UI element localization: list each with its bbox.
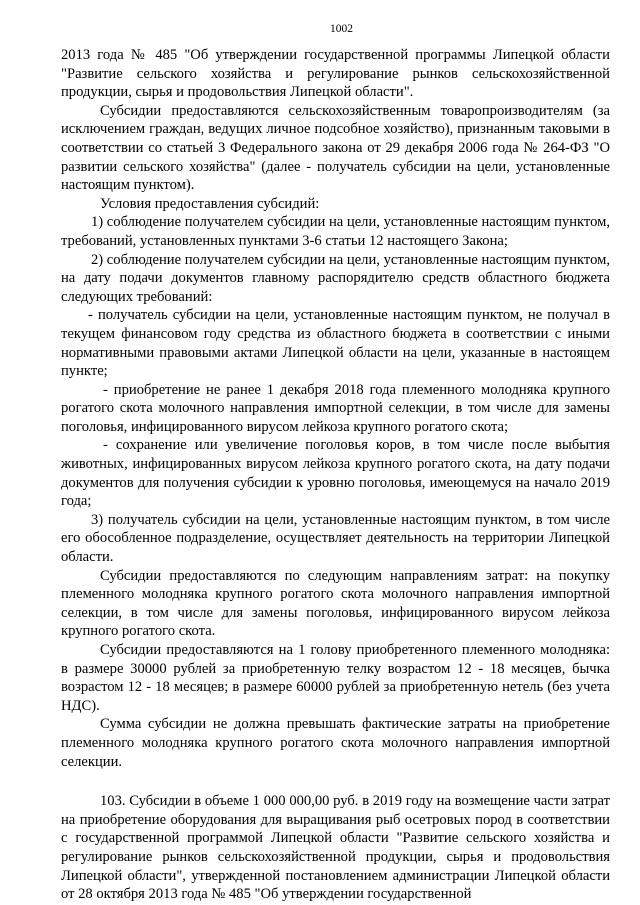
paragraph-expense-directions: Субсидии предоставляются по следующим направлениям затрат: на покупку племенного молодняка крупного рогатого скота молочного направления импортной селекции, в том числе для замены поголовья, инфицированного вирусом лейкоза крупного рогатого скота.: [61, 567, 610, 640]
paragraph-condition-2: 2) соблюдение получателем субсидии на цели, установленные настоящим пунктом, на дату подачи документов главному распорядителю средств областного бюджета следующих требований:: [61, 251, 611, 305]
paragraph-subsidy-rates: Субсидии предоставляются на 1 голову приобретенного племенного молодняка: в размере 30000 рублей за приобретенную телку возрастом 12 - 18 месяцев, бычка возрастом 12 - 18 месяцев; в размере 60000 рублей за приобретенную нетель (без учета НДС).: [61, 642, 610, 714]
paragraph-requirement-3: - сохранение или увеличение поголовья коров, в том числе после выбытия животных, инфицированных вирусом лейкоза крупного рогатого скота, на дату подачи документов для получения субсидии к уровню поголовья, имеющемуся на начало 2019 года;: [61, 437, 610, 510]
paragraph-condition-3: 3) получатель субсидии на цели, установленные настоящим пунктом, в том числе его обособленное подразделение, осуществляет деятельность на территории Липецкой области.: [61, 511, 610, 566]
paragraph-requirement-2: - приобретение не ранее 1 декабря 2018 года племенного молодняка крупного рогатого скота молочного направления импортной селекции, в том числе для замены поголовья, инфицированного вирусом лейкоза крупного рогатого скота;: [61, 381, 610, 435]
paragraph-requirement-1: - получатель субсидии на цели, установленные настоящим пунктом, не получал в текущем финансовом году средства из областного бюджета в соответствии с иными нормативными правовыми актами Липецкой области на цели, указанные в настоящем пункте;: [61, 307, 610, 380]
paragraph-condition-1: 1) соблюдение получателем субсидии на цели, установленные настоящим пунктом, требований, установленных пунктами 3-6 статьи 12 настоящего Закона;: [61, 214, 611, 249]
page-number: 1002: [330, 23, 353, 35]
paragraph-gap: [61, 771, 610, 792]
paragraph-intro: 2013 года № 485 "Об утверждении государственной программы Липецкой области "Развитие сельского хозяйства и регулирование рынков сельскохозяйственной продукции, сырья и продовольствия Липецкой области".: [61, 47, 610, 101]
paragraph-recipients: Субсидии предоставляются сельскохозяйственным товаропроизводителям (за исключением граждан, ведущих личное подсобное хозяйство), признанным таковыми в соответствии со статьей 3 Федерального закона от 29 декабря 2006 года № 264-ФЗ "О развитии сельского хозяйства" (далее - получатель субсидии на цели, установленные настоящим пунктом).: [61, 102, 610, 194]
paragraph-conditions-heading: Условия предоставления субсидий:: [100, 195, 320, 212]
paragraph-item-103: 103. Субсидии в объеме 1 000 000,00 руб. в 2019 году на возмещение части затрат на приобретение оборудования для выращивания рыб осетровых пород в соответствии с государственной программой Липецкой области "Развитие сельского хозяйства и регулирование рынков сельскохозяйственной продукции, сырья и продовольствия Липецкой области", утвержденной постановлением администрации Липецкой области от 28 октября 2013 года № 485 "Об утверждении государственной: [61, 793, 610, 903]
paragraph-subsidy-limit: Сумма субсидии не должна превышать фактические затраты на приобретение племенного молодняка крупного рогатого скота молочного направления импортной селекции.: [61, 716, 610, 770]
